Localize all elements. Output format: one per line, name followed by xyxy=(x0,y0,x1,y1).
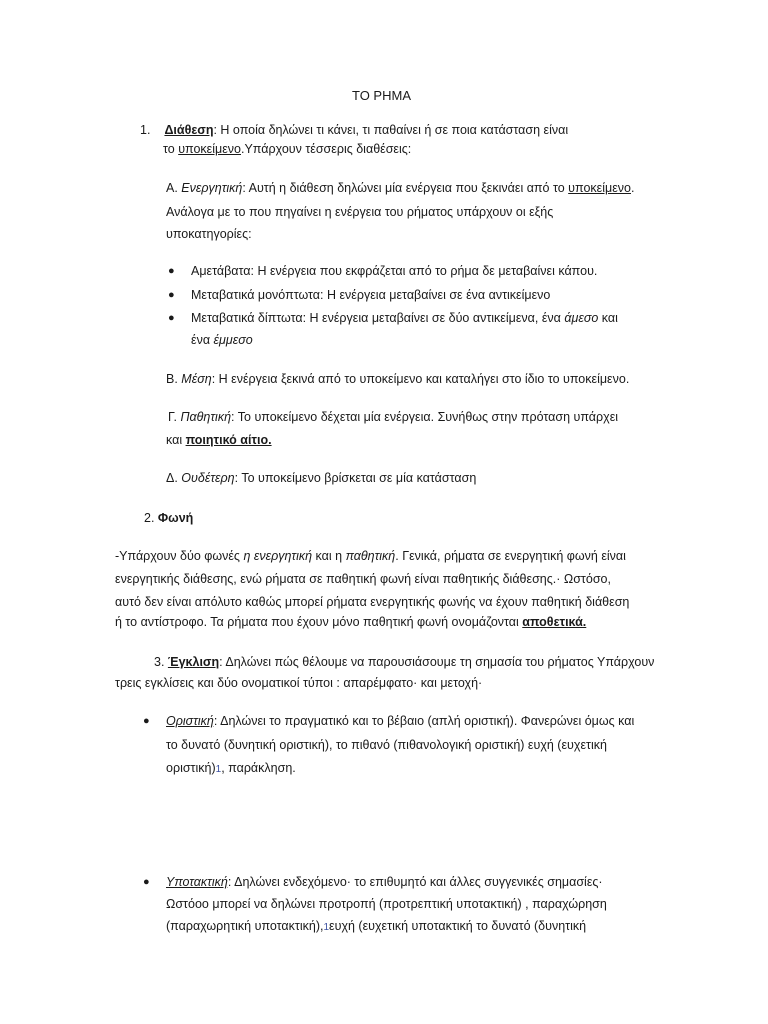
indicative-line1: Οριστική: Δηλώνει το πραγματικό και το βέβαιο (απλή οριστική). Φανερώνει όμως και xyxy=(166,714,635,728)
indicative-term: Οριστική xyxy=(166,714,214,728)
section-1-number: 1. xyxy=(140,123,151,137)
bullet-1-marker: ● xyxy=(168,265,175,277)
voice-d-term: Ουδέτερη xyxy=(181,471,235,485)
bullet-3-text-line2: ένα έμμεσο xyxy=(191,333,253,347)
reference-mark[interactable]: 1 xyxy=(323,922,330,933)
section-2-term: Φωνή xyxy=(157,511,194,525)
subjunctive-line2: Ωστόοο μπορεί να δηλώνει προτροπή (προτρεπτική υποτακτική) , παραχώρηση xyxy=(166,897,607,911)
bullet-subjunctive-marker: ● xyxy=(143,876,150,888)
voice-c-line1: Γ. Παθητική: Το υποκείμενο δέχεται μία ενέργεια. Συνήθως στην πρόταση υπάρχει xyxy=(168,410,619,424)
subject-word: υποκείμενο xyxy=(178,142,241,156)
voice-a-line1: Α. Ενεργητική: Αυτή η διάθεση δηλώνει μία ενέργεια που ξεκινάει από το υποκείμενο. xyxy=(166,181,635,195)
subjunctive-line3: (παραχωρητική υποτακτική),1ευχή (ευχετική υποτακτική το δυνατό (δυνητική xyxy=(166,919,587,933)
voice-c-term: Παθητική xyxy=(180,410,232,424)
indicative-line2: το δυνατό (δυνητική οριστική), το πιθανό (πιθανολογική οριστική) ευχή (ευχετική xyxy=(166,738,607,752)
section-1-line2: το υποκείμενο.Υπάρχουν τέσσερις διαθέσεις: xyxy=(163,142,412,156)
subjunctive-line1: Υποτακτική: Δηλώνει ενδεχόμενο· το επιθυμητό και άλλες συγγενικές σημασίες· xyxy=(166,875,603,889)
section-1-term: Διάθεση xyxy=(164,123,214,137)
section-2-line2: ενεργητικής διάθεσης, ενώ ρήματα σε παθητική φωνή είναι παθητικής διάθεσης.· Ωστόσο, xyxy=(115,572,611,586)
section-2-line4: ή το αντίστροφο. Τα ρήματα που έχουν μόνο παθητική φωνή ονομάζονται αποθετικά. xyxy=(115,615,587,629)
bullet-indicative-marker: ● xyxy=(143,715,150,727)
indicative-line3: οριστική)1, παράκληση. xyxy=(166,761,296,775)
page-title: ΤΟ ΡΗΜΑ xyxy=(352,88,411,103)
agent-phrase: ποιητικό αίτιο. xyxy=(185,433,272,447)
bullet-3-text: Μεταβατικά δίπτωτα: Η ενέργεια μεταβαίνει σε δύο αντικείμενα, ένα άμεσο και xyxy=(191,311,618,325)
section-3-heading-line: 3. Έγκλιση: Δηλώνει πώς θέλουμε να παρουσιάσουμε τη σημασία του ρήματος Υπάρχουν xyxy=(154,655,655,669)
voice-b-line: Β. Μέση: Η ενέργεια ξεκινά από το υποκείμενο και καταλήγει στο ίδιο το υποκείμενο. xyxy=(166,372,630,386)
voice-a-term: Ενεργητική xyxy=(181,181,243,195)
bullet-2-marker: ● xyxy=(168,289,175,301)
reference-mark[interactable]: 1 xyxy=(215,764,222,775)
section-2-line1: -Υπάρχουν δύο φωνές η ενεργητική και η παθητική. Γενικά, ρήματα σε ενεργητική φωνή είναι xyxy=(115,549,626,563)
bullet-1-text: Αμετάβατα: Η ενέργεια που εκφράζεται από το ρήμα δε μεταβαίνει κάπου. xyxy=(191,264,598,278)
bullet-3-marker: ● xyxy=(168,312,175,324)
section-3-line2: τρεις εγκλίσεις και δύο ονοματικοί τύποι : απαρέμφατο· και μετοχή· xyxy=(115,676,483,690)
bullet-2-text: Μεταβατικά μονόπτωτα: Η ενέργεια μεταβαίνει σε ένα αντικείμενο xyxy=(191,288,551,302)
voice-a-line3: υποκατηγορίες: xyxy=(166,227,252,241)
voice-b-term: Μέση xyxy=(181,372,212,386)
section-1-line1: : Η οποία δηλώνει τι κάνει, τι παθαίνει ή σε ποια κατάσταση είναι xyxy=(213,123,569,137)
section-3-term: Έγκλιση xyxy=(167,655,220,669)
subjunctive-term: Υποτακτική xyxy=(166,875,228,889)
voice-a-line2: Ανάλογα με το που πηγαίνει η ενέργεια του ρήματος υπάρχουν οι εξής xyxy=(166,205,554,219)
section-1-heading-line xyxy=(140,122,568,138)
section-2-line3: αυτό δεν είναι απόλυτο καθώς μπορεί ρήματα ενεργητικής φωνής να έχουν παθητική διάθεση xyxy=(115,595,630,609)
voice-d-line: Δ. Ουδέτερη: Το υποκείμενο βρίσκεται σε μία κατάσταση xyxy=(166,471,477,485)
section-2-heading: 2. Φωνή xyxy=(144,511,194,525)
voice-c-line2: και ποιητικό αίτιο. xyxy=(166,433,272,447)
deponent-word: αποθετικά. xyxy=(522,615,587,629)
